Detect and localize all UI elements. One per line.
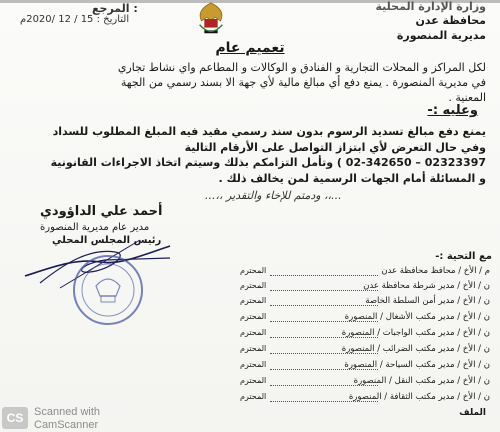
copies-heading: مع التحية :- xyxy=(435,251,492,262)
recipient-name: ن / الأخ / مدير مكتب الواجبات / المنصورة xyxy=(341,328,490,338)
scanner-line: Scanned with xyxy=(34,406,101,418)
honorific: المحترم xyxy=(240,281,267,290)
dotted-leader xyxy=(270,401,378,402)
dotted-leader xyxy=(270,305,378,306)
scanner-line: CamScanner xyxy=(34,419,99,431)
yemen-emblem-icon xyxy=(192,0,230,38)
directorate-line: مديرية المنصورة xyxy=(396,29,486,42)
intro-line: المعنية . xyxy=(448,91,486,104)
copy-recipient-row xyxy=(240,281,490,295)
intro-line: لكل المراكز و المحلات التجارية و الفنادق و الوكالات و المطاعم واي نشاط تجاري xyxy=(117,61,486,74)
document-title: تعميم عام xyxy=(215,40,285,56)
therefore-heading: وعليه :- xyxy=(427,103,478,118)
intro-paragraph xyxy=(14,60,486,105)
honorific: المحترم xyxy=(240,344,267,353)
dotted-leader xyxy=(270,290,378,291)
file-label: الملف xyxy=(459,408,486,418)
dotted-leader xyxy=(270,337,378,338)
honorific: المحترم xyxy=(240,376,267,385)
copy-recipient-row xyxy=(240,392,490,406)
dotted-leader xyxy=(270,321,378,322)
directive-line: 02323397 – 02-342650 ) وتأمل التزامكم بذلك وسيتم اتخاذ الاجراءات القانونية xyxy=(50,156,486,169)
honorific: المحترم xyxy=(240,360,267,369)
honorific: المحترم xyxy=(240,392,267,401)
signatory-title: مدير عام مديرية المنصورة xyxy=(40,222,150,233)
honorific: المحترم xyxy=(240,312,267,321)
recipient-name: ن / الأخ / مدير مكتب الأشغال / المنصورة xyxy=(344,312,490,322)
directive-line: يمنع دفع مبالغ تسديد الرسوم بدون سند رسمي مقيد فيه المبلغ المطلوب للسداد xyxy=(52,125,486,138)
recipient-name: ن / الأخ / مدير شرطة محافظة عدن xyxy=(363,281,490,291)
honorific: المحترم xyxy=(240,296,267,305)
ministry-line: وزارة الإدارة المحلية xyxy=(375,0,486,13)
copy-recipient-row xyxy=(240,360,490,374)
reference-label: المرجع : xyxy=(92,2,138,15)
copy-recipient-row xyxy=(240,328,490,342)
recipient-name: ن / الأخ / مدير مكتب السياحة / المنصورة xyxy=(344,360,490,370)
dotted-leader xyxy=(270,369,378,370)
dotted-leader xyxy=(270,385,378,386)
date-label: التاريخ : 15 / 12 /2020م xyxy=(20,14,130,25)
copy-recipient-row xyxy=(240,296,490,310)
copy-recipient-row xyxy=(240,344,490,358)
closing-line: ...،، ودمتم للإخاء والتقدير ،،... xyxy=(205,189,342,202)
directive-paragraph xyxy=(14,124,486,186)
recipient-name: ن / الأخ / مدير مكتب الضرائب / المنصورة xyxy=(341,344,490,354)
copy-recipient-row xyxy=(240,376,490,390)
recipient-name: م / الأخ / محافظ محافظة عدن xyxy=(381,266,490,276)
directive-line: و المسائلة أمام الجهات الرسمية لمن يخالف ذلك . xyxy=(218,171,486,185)
recipient-name: ن / الأخ / مدير مكتب الثقافة / المنصورة xyxy=(348,392,490,402)
signatory-title: رئيس المجلس المحلي xyxy=(52,235,162,246)
camscanner-watermark xyxy=(2,404,152,432)
honorific: المحترم xyxy=(240,266,267,275)
camscanner-logo-icon: CS xyxy=(2,407,28,429)
intro-line: في مديرية المنصورة . يمنع دفع أي مبالغ مالية لأي جهة الا بسند رسمي من الجهة xyxy=(120,76,486,89)
directive-line: وفي حال التعرض لأي ابتزاز التواصل على الأرقام التالية xyxy=(184,140,486,154)
copy-recipient-row xyxy=(240,266,490,280)
recipient-name: ن / الأخ / مدير مكتب النقل / المنصورة xyxy=(353,376,490,386)
recipient-name: ن / الأخ / مدير أمن السلطة الخاصة xyxy=(365,296,490,306)
honorific: المحترم xyxy=(240,328,267,337)
signatory-name: أحمد علي الداؤودي xyxy=(40,204,163,219)
dotted-leader xyxy=(270,275,378,276)
official-stamp-icon xyxy=(68,250,148,330)
governorate-line: محافظة عدن xyxy=(415,14,486,27)
copy-recipient-row xyxy=(240,312,490,326)
dotted-leader xyxy=(270,353,378,354)
